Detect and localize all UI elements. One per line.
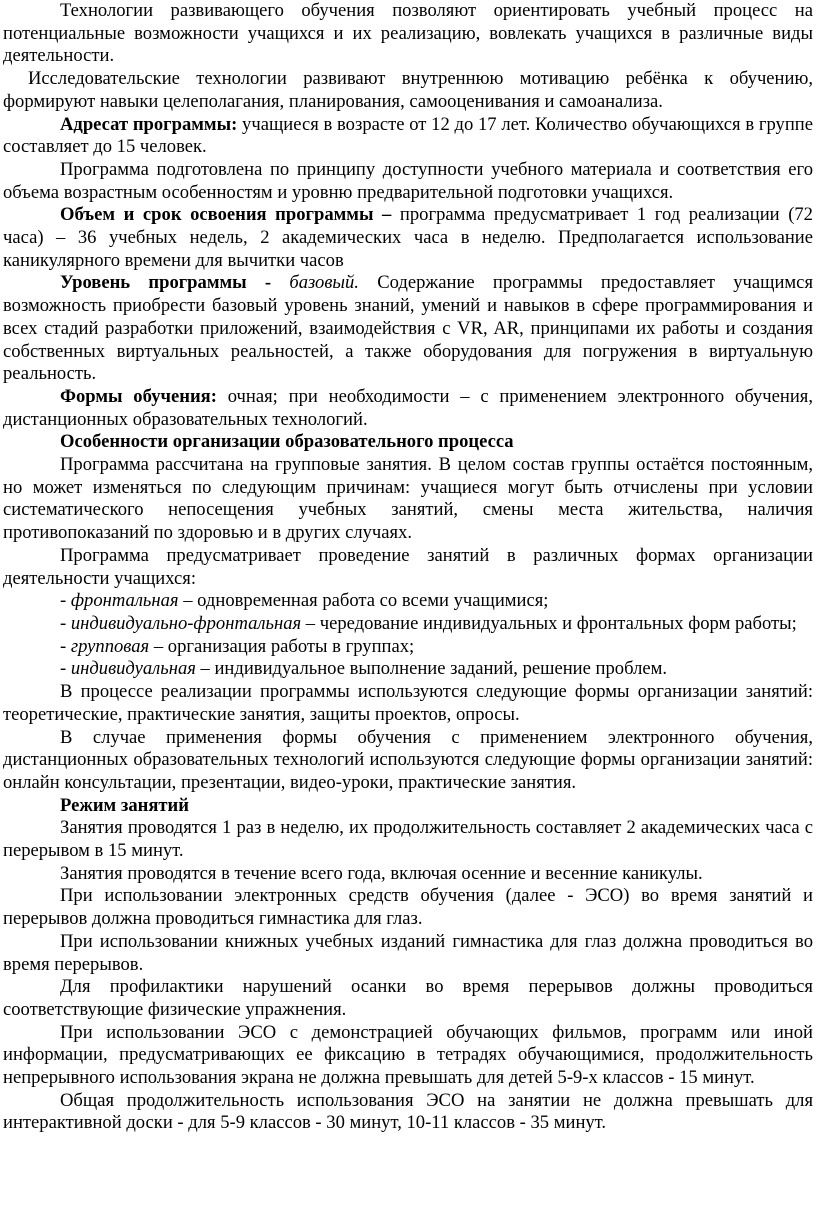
- paragraph-year-round: Занятия проводятся в течение всего года, включая осенние и весенние каникулы.: [60, 862, 703, 884]
- volume-text: программа предусматривает 1 год реализации (72 часа) – 36 учебных недель, 2 академических часа в неделю. Предполагается использование каникулярного времени для вычитки часов: [3, 204, 813, 271]
- list-dash: -: [60, 635, 71, 657]
- list-term: групповая: [70, 635, 150, 657]
- paragraph-posture: Для профилактики нарушений осанки во время перерывов должны проводиться соответствующие физические упражнения.: [3, 976, 813, 1020]
- paragraph-activity-forms: Программа предусматривает проведение занятий в различных формах организации деятельности учащихся:: [3, 544, 813, 589]
- paragraph-screen-time: При использовании ЭСО с демонстрацией обучающих фильмов, программ или иной информации, предусматривающих ее фиксацию в тетрадях обучающимися, продолжительность непрерывного использования экрана не должна превышать для детей 5-9-х классов - 15 минут.: [3, 1021, 813, 1089]
- audience-label: Адресат программы:: [60, 113, 238, 135]
- level-value: базовый.: [289, 272, 359, 294]
- level-label: Уровень программы -: [60, 272, 290, 294]
- list-text: – чередование индивидуальных и фронтальных форм работы;: [301, 612, 797, 634]
- paragraph-book-gymnastics: При использовании книжных учебных изданий гимнастика для глаз должна проводиться во время перерывов.: [3, 930, 813, 975]
- paragraph-total-eso: Общая продолжительность использования ЭСО на занятии не должна превышать для интерактивной доски - для 5-9 классов - 30 минут, 10-11 классов - 35 минут.: [3, 1089, 813, 1134]
- paragraph-eso-gymnastics: При использовании электронных средств обучения (далее - ЭСО) во время занятий и перерывов должна проводиться гимнастика для глаз.: [3, 885, 813, 930]
- paragraph-frequency: Занятия проводятся 1 раз в неделю, их продолжительность составляет 2 академических часа с перерывом в 15 минут.: [3, 817, 813, 862]
- list-dash: -: [60, 590, 71, 612]
- paragraph-accessibility: Программа подготовлена по принципу доступности учебного материала и соответствия его объема возрастным особенностям и уровню предварительной подготовки учащихся.: [3, 158, 813, 203]
- paragraph-level: [3, 272, 813, 386]
- list-text: – одновременная работа со всеми учащимися;: [178, 590, 549, 612]
- level-text: Содержание программы предоставляет учащимся возможность приобрести базовый уровень знаний, умений и навыков в сфере программирования и всех стадий разработки приложений, взаимодействия с VR, AR, принципами их работы и создания собственных виртуальных реальностей, а также оборудования для погружения в виртуальную реальность.: [3, 272, 813, 385]
- list-item-individual-frontal: [3, 613, 813, 636]
- list-dash: -: [60, 612, 71, 634]
- paragraph-group-lessons: Программа рассчитана на групповые занятия. В целом состав группы остаётся постоянным, но может изменяться по следующим причинам: учащиеся могут быть отчислены при условии систематического непосещения учебных занятий, смены места жительства, наличия противопоказаний по здоровью и в других случаях.: [3, 454, 813, 544]
- list-text: – организация работы в группах;: [149, 635, 415, 657]
- paragraph-research-tech: Исследовательские технологии развивают внутреннюю мотивацию ребёнка к обучению, формируют навыки целеполагания, планирования, самооценивания и самоанализа.: [3, 68, 813, 112]
- heading-features: Особенности организации образовательного процесса: [60, 431, 514, 453]
- list-text: – индивидуальное выполнение заданий, решение проблем.: [195, 658, 668, 680]
- paragraph-developmental-tech: Технологии развивающего обучения позволяют ориентировать учебный процесс на потенциальные возможности учащихся и их реализацию, вовлекать учащихся в различные виды деятельности.: [3, 0, 813, 67]
- paragraph-e-learning: В случае применения формы обучения с применением электронного обучения, дистанционных образовательных технологий используются следующие формы организации занятий: онлайн консультации, презентации, видео-уроки, практические занятия.: [3, 726, 813, 793]
- list-term: фронтальная: [70, 590, 179, 612]
- paragraph-volume: [3, 204, 813, 272]
- heading-mode: Режим занятий: [60, 794, 189, 816]
- paragraph-forms: [3, 386, 813, 431]
- list-term: индивидуально-фронтальная: [70, 612, 302, 634]
- list-item-group: [3, 636, 813, 659]
- list-term: индивидуальная: [70, 658, 196, 680]
- forms-label: Формы обучения:: [60, 385, 217, 407]
- forms-text: очная; при необходимости – с применением электронного обучения, дистанционных образовательных технологий.: [3, 385, 813, 430]
- volume-label: Объем и срок освоения программы –: [60, 204, 392, 226]
- audience-text: учащиеся в возрасте от 12 до 17 лет. Количество обучающихся в группе составляет до 15 человек.: [3, 113, 813, 158]
- paragraph-lesson-forms: В процессе реализации программы используются следующие формы организации занятий: теоретические, практические занятия, защиты проектов, опросы.: [3, 681, 813, 725]
- list-item-individual: [3, 658, 813, 681]
- paragraph-audience: [3, 114, 813, 159]
- list-dash: -: [60, 658, 71, 680]
- list-item-frontal: [3, 590, 813, 613]
